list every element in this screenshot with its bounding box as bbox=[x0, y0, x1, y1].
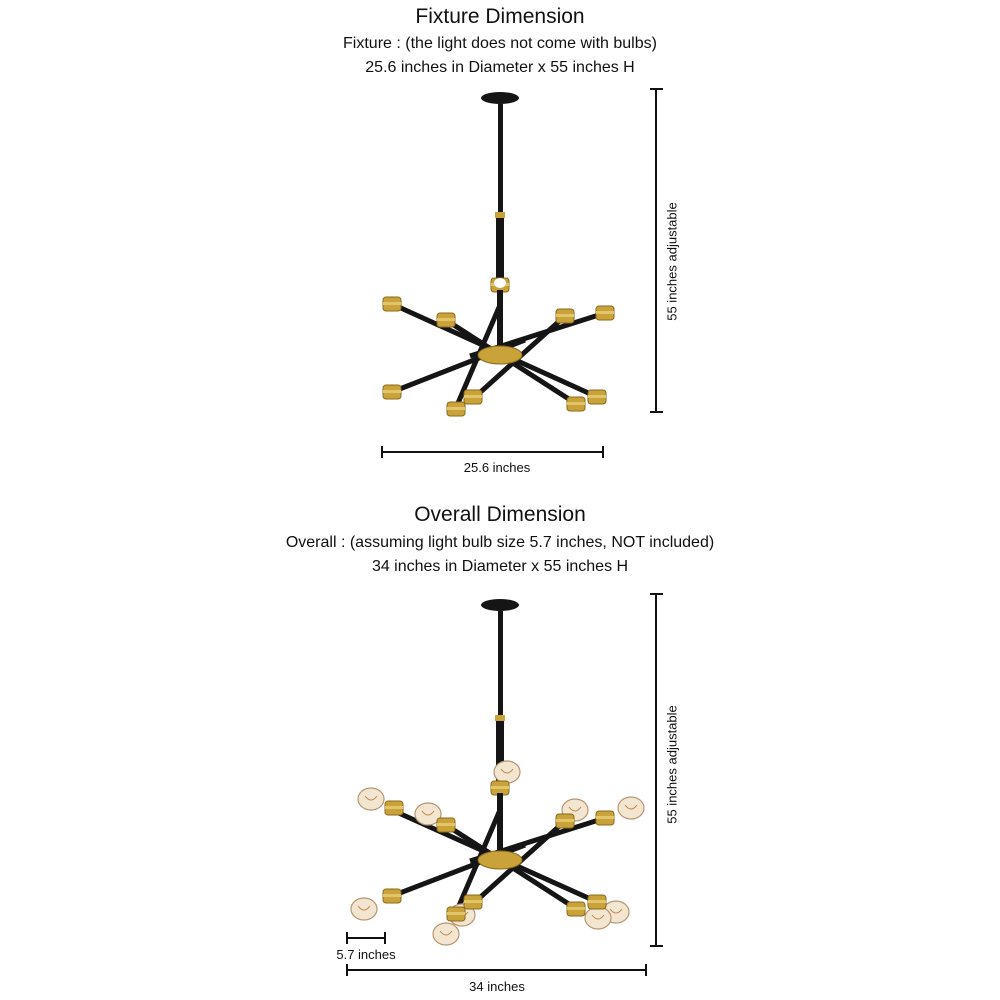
fixture-width-label: 25.6 inches bbox=[463, 460, 531, 475]
fixture-note: Fixture : (the light does not come with bulbs) bbox=[343, 35, 657, 52]
fixture-size: 25.6 inches in Diameter x 55 inches H bbox=[365, 59, 635, 76]
overall-width-dimension bbox=[347, 964, 646, 976]
overall-chandelier bbox=[351, 599, 644, 945]
overall-size: 34 inches in Diameter x 55 inches H bbox=[371, 558, 629, 575]
fixture-title: Fixture Dimension bbox=[415, 5, 585, 28]
bulb-size-label: 5.7 inches bbox=[336, 947, 396, 962]
overall-height-label: 55 inches adjustable bbox=[664, 705, 680, 824]
bulb-size-dimension bbox=[347, 932, 385, 944]
down-rod bbox=[498, 104, 503, 214]
overall-note: Overall : (assuming light bulb size 5.7 inches, NOT included) bbox=[285, 534, 715, 551]
fixture-chandelier bbox=[383, 92, 614, 416]
fixture-height-dimension bbox=[650, 89, 663, 412]
rod-coupler bbox=[495, 212, 505, 218]
overall-title: Overall Dimension bbox=[414, 503, 586, 526]
overall-width-label: 34 inches bbox=[469, 979, 525, 994]
overall-height-dimension bbox=[650, 594, 663, 946]
center-hub bbox=[478, 346, 522, 364]
fixture-width-dimension bbox=[382, 446, 603, 458]
ceiling-canopy bbox=[481, 92, 519, 104]
fixture-height-label: 55 inches adjustable bbox=[664, 202, 680, 321]
